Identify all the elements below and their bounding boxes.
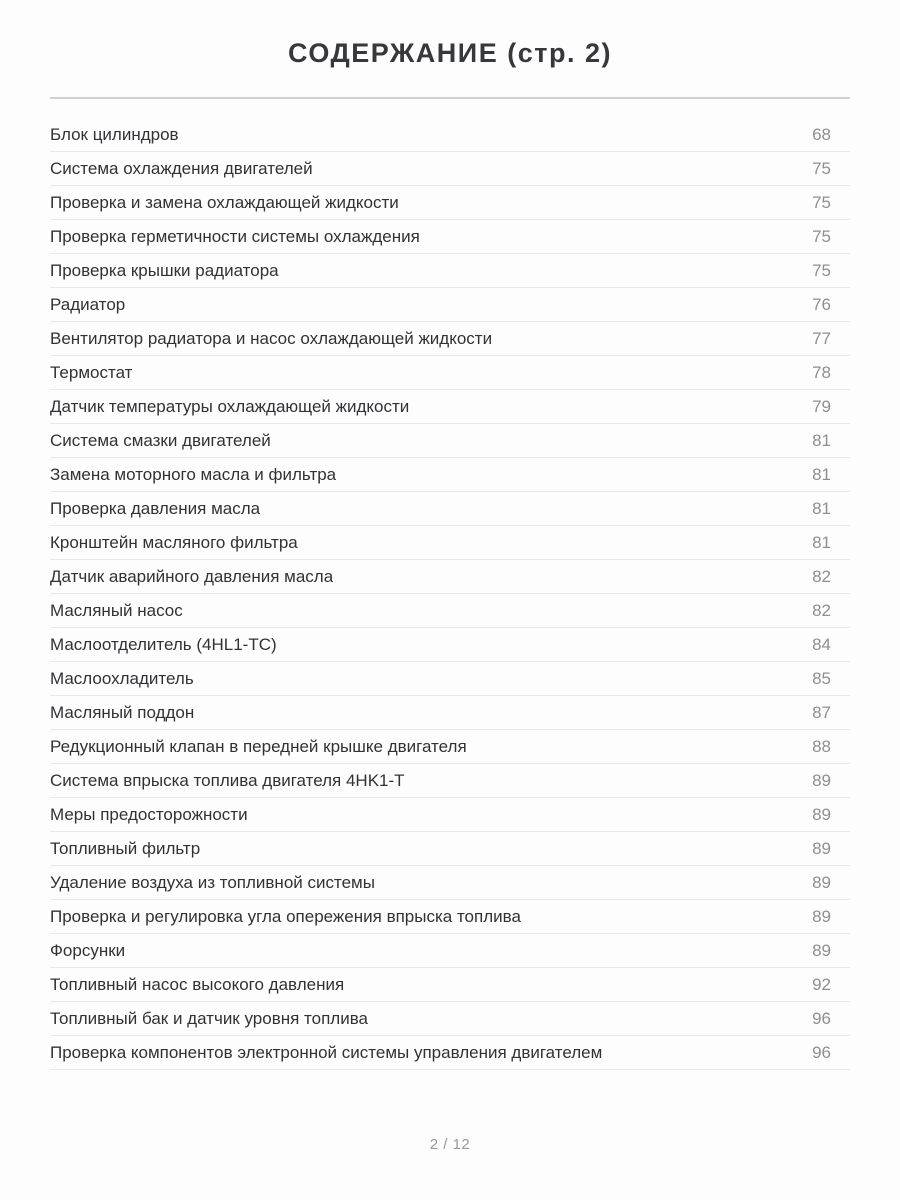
toc-item-label: Система смазки двигателей xyxy=(50,430,271,450)
toc-item-page: 85 xyxy=(812,668,831,688)
toc-row[interactable] xyxy=(50,220,850,254)
toc-row[interactable] xyxy=(50,424,850,458)
toc-row[interactable] xyxy=(50,118,850,152)
toc-item-label: Проверка крышки радиатора xyxy=(50,260,279,280)
toc-item-page: 81 xyxy=(812,464,831,484)
toc-row[interactable] xyxy=(50,934,850,968)
toc-row[interactable] xyxy=(50,492,850,526)
toc-row[interactable] xyxy=(50,152,850,186)
toc-item-label: Проверка герметичности системы охлаждения xyxy=(50,226,420,246)
toc-item-label: Масляный насос xyxy=(50,600,183,620)
page-title: СОДЕРЖАНИЕ (стр. 2) xyxy=(288,38,612,68)
toc-item-label: Маслоохладитель xyxy=(50,668,194,688)
toc-row[interactable] xyxy=(50,628,850,662)
toc-row[interactable] xyxy=(50,560,850,594)
toc-row[interactable] xyxy=(50,764,850,798)
toc-item-label: Термостат xyxy=(50,362,133,382)
toc-row[interactable] xyxy=(50,390,850,424)
toc-item-label: Форсунки xyxy=(50,940,126,960)
toc-row[interactable] xyxy=(50,1036,850,1070)
toc-row[interactable] xyxy=(50,900,850,934)
toc-item-label: Датчик аварийного давления масла xyxy=(50,566,334,586)
toc-item-page: 92 xyxy=(812,974,831,994)
toc-item-label: Меры предосторожности xyxy=(50,804,248,824)
toc-item-page: 75 xyxy=(812,226,831,246)
toc-item-page: 76 xyxy=(812,294,831,314)
toc-row[interactable] xyxy=(50,832,850,866)
toc-item-label: Блок цилиндров xyxy=(50,124,179,144)
toc-item-label: Топливный фильтр xyxy=(50,838,201,858)
toc-row[interactable] xyxy=(50,322,850,356)
toc-header xyxy=(50,0,850,99)
toc-row[interactable] xyxy=(50,866,850,900)
toc-item-page: 84 xyxy=(812,634,831,654)
toc-item-label: Маслоотделитель (4HL1-TC) xyxy=(50,634,277,654)
toc-footer xyxy=(50,1136,850,1153)
toc-item-label: Проверка и регулировка угла опережения впрыска топлива xyxy=(50,906,521,926)
toc-row[interactable] xyxy=(50,968,850,1002)
toc-row[interactable] xyxy=(50,288,850,322)
toc-item-page: 82 xyxy=(812,566,831,586)
toc-item-label: Вентилятор радиатора и насос охлаждающей жидкости xyxy=(50,328,493,348)
page-indicator: 2 / 12 xyxy=(429,1136,471,1153)
toc-item-page: 88 xyxy=(812,736,831,756)
toc-item-page: 89 xyxy=(812,770,831,790)
toc-row[interactable] xyxy=(50,594,850,628)
toc-item-page: 87 xyxy=(812,702,831,722)
toc-row[interactable] xyxy=(50,254,850,288)
toc-row[interactable] xyxy=(50,1002,850,1036)
toc-row[interactable] xyxy=(50,186,850,220)
toc-item-page: 79 xyxy=(812,396,831,416)
toc-item-page: 81 xyxy=(812,498,831,518)
toc-row[interactable] xyxy=(50,730,850,764)
toc-item-label: Система впрыска топлива двигателя 4HK1-T xyxy=(50,770,405,790)
toc-item-label: Замена моторного масла и фильтра xyxy=(50,464,337,484)
toc-item-page: 82 xyxy=(812,600,831,620)
toc-item-page: 96 xyxy=(812,1008,831,1028)
toc-item-page: 81 xyxy=(812,430,831,450)
toc-item-page: 89 xyxy=(812,906,831,926)
toc-item-label: Удаление воздуха из топливной системы xyxy=(50,872,375,892)
toc-row[interactable] xyxy=(50,356,850,390)
toc-item-page: 89 xyxy=(812,872,831,892)
toc-item-page: 75 xyxy=(812,260,831,280)
toc-item-page: 89 xyxy=(812,838,831,858)
toc-item-page: 78 xyxy=(812,362,831,382)
toc-item-page: 81 xyxy=(812,532,831,552)
toc-item-page: 68 xyxy=(812,124,831,144)
toc-row[interactable] xyxy=(50,662,850,696)
toc-item-page: 77 xyxy=(812,328,831,348)
toc-item-label: Система охлаждения двигателей xyxy=(50,158,313,178)
toc-item-label: Проверка давления масла xyxy=(50,498,261,518)
toc-list xyxy=(50,118,850,1070)
toc-item-page: 75 xyxy=(812,192,831,212)
toc-item-label: Кронштейн масляного фильтра xyxy=(50,532,298,552)
toc-row[interactable] xyxy=(50,696,850,730)
toc-item-page: 75 xyxy=(812,158,831,178)
toc-item-label: Радиатор xyxy=(50,294,126,314)
toc-item-label: Топливный насос высокого давления xyxy=(50,974,345,994)
toc-item-page: 89 xyxy=(812,940,831,960)
toc-item-page: 89 xyxy=(812,804,831,824)
toc-item-label: Проверка компонентов электронной системы управления двигателем xyxy=(50,1042,603,1062)
toc-item-label: Масляный поддон xyxy=(50,702,195,722)
toc-item-label: Датчик температуры охлаждающей жидкости xyxy=(50,396,410,416)
toc-item-label: Проверка и замена охлаждающей жидкости xyxy=(50,192,399,212)
toc-row[interactable] xyxy=(50,798,850,832)
toc-item-label: Редукционный клапан в передней крышке двигателя xyxy=(50,736,467,756)
toc-item-page: 96 xyxy=(812,1042,831,1062)
toc-item-label: Топливный бак и датчик уровня топлива xyxy=(50,1008,369,1028)
toc-row[interactable] xyxy=(50,526,850,560)
toc-row[interactable] xyxy=(50,458,850,492)
toc-content xyxy=(50,0,850,1153)
